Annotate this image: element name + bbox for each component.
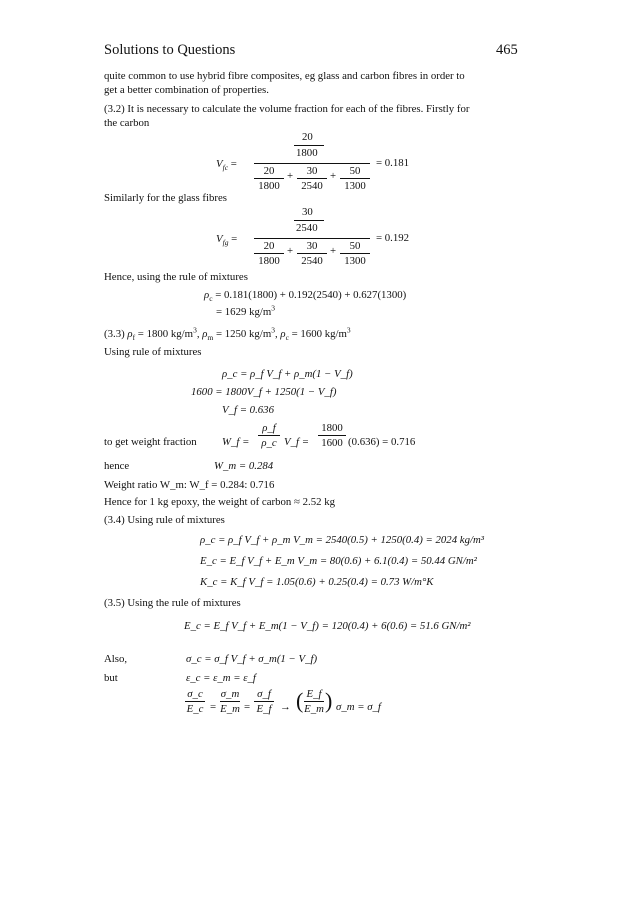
wf-frac-2: 1800 1600: [318, 422, 346, 449]
rho-c-line-2: = 1629 $kg/m^3$: [216, 303, 276, 318]
equals-sign: =: [210, 701, 217, 713]
weight-ratio-line: Weight ratio W_m: W_f = 0.284: 0.716: [104, 479, 275, 491]
hence-line: Hence, using the rule of mixtures: [104, 271, 248, 283]
vfg-den-frac-1: 20 1800: [254, 240, 284, 267]
vfg-den-frac-3: 50 1300: [340, 240, 370, 267]
wf-result: (0.636) = 0.716: [348, 436, 416, 448]
paren-right: ): [325, 688, 333, 713]
weight-fraction-label: to get weight fraction: [104, 436, 197, 448]
vfc-top-num: 20: [302, 131, 313, 143]
q32-line-1: (3.2) It is necessary to calculate the volume fraction for each of the fibres. Firstly for: [104, 103, 470, 115]
q33-line-1: (3.3) $\rho_f = 1800$ $kg/m^3$, $\rho_m = 1250$ $kg/m^3$, $\rho_c = 1600$ $kg/m^3$: [104, 325, 351, 343]
page-number: 465: [496, 42, 518, 58]
plus-sign: +: [330, 170, 337, 182]
vfg-main-bar: [254, 238, 370, 239]
vfg-top-den: 2540: [296, 222, 318, 234]
vfc-top-den: 1800: [296, 147, 318, 159]
q34-eq-3: K_c = K_f V_f = 1.05(0.6) + 0.25(0.4) = 0.73 W/m°K: [200, 576, 434, 588]
vfg-lhs: $V_{fg}$ =: [216, 233, 238, 248]
but-label: but: [104, 672, 118, 684]
sigma-f-over-e-f: σ_f E_f: [254, 688, 274, 715]
sigma-m-over-e-m: σ_m E_m: [220, 688, 240, 715]
plus-sign: +: [287, 245, 294, 257]
q34-eq-2: E_c = E_f V_f + E_m V_m = 80(0.6) + 6.1(0.4) = 50.44 GN/m²: [200, 555, 477, 567]
q35-eq-3: ε_c = ε_m = ε_f: [186, 672, 256, 684]
equals-sign: =: [244, 701, 251, 713]
q35-eq-1: E_c = E_f V_f + E_m(1 − V_f) = 120(0.4) + 6(0.6) = 51.6 GN/m²: [184, 620, 471, 632]
similarly-line: Similarly for the glass fibres: [104, 192, 227, 204]
plus-sign: +: [330, 245, 337, 257]
vfc-den-frac-3: 50 1300: [340, 165, 370, 192]
q35-tail: σ_m = σ_f: [336, 701, 381, 713]
vfg-result: = 0.192: [376, 232, 410, 244]
q35-eq-2: σ_c = σ_f V_f + σ_m(1 − V_f): [186, 653, 318, 665]
q33-using: Using rule of mixtures: [104, 346, 202, 358]
vfc-top-bar: [294, 145, 324, 146]
q34-eq-1: ρ_c = ρ_f V_f + ρ_m V_m = 2540(0.5) + 1250(0.4) = 2024 kg/m³: [200, 534, 485, 546]
running-header-title: Solutions to Questions: [104, 42, 236, 58]
vfg-top-bar: [294, 220, 324, 221]
q33-eq-2: 1600 = 1800V_f + 1250(1 − V_f): [191, 386, 337, 398]
rho-c-line-1: $\rho_c = 0.181(1800) + 0.192(2540) + 0.627(1300)$: [204, 289, 407, 304]
plus-sign: +: [287, 170, 294, 182]
vfc-den-frac-1: 20 1800: [254, 165, 284, 192]
q33-eq-1: ρ_c = ρ_f V_f + ρ_m(1 − V_f): [222, 368, 353, 380]
wf-frac-1: ρ_f ρ_c: [258, 422, 280, 449]
intro-line-1: quite common to use hybrid fibre composites, eg glass and carbon fibres in order to: [104, 70, 465, 82]
intro-line-2: get a better combination of properties.: [104, 84, 269, 96]
hence-label: hence: [104, 460, 130, 472]
wm-line: W_m = 0.284: [214, 460, 274, 472]
vfg-den-frac-2: 30 2540: [297, 240, 327, 267]
vfg-top-num: 30: [302, 206, 313, 218]
q34-line-1: (3.4) Using rule of mixtures: [104, 514, 225, 526]
carbon-weight-line: Hence for 1 kg epoxy, the weight of carbon ≈ 2.52 kg: [104, 496, 335, 508]
vfc-main-bar: [254, 163, 370, 164]
paren-left: (: [296, 688, 304, 713]
sigma-c-over-e-c: σ_c E_c: [186, 688, 204, 715]
arrow: →: [280, 701, 291, 713]
wf-lhs: W_f =: [222, 436, 250, 448]
q35-line-1: (3.5) Using the rule of mixtures: [104, 597, 241, 609]
also-label: Also,: [104, 653, 128, 665]
wf-mid: V_f =: [284, 436, 309, 448]
vfc-den-frac-2: 30 2540: [297, 165, 327, 192]
q32-line-2: the carbon: [104, 117, 150, 129]
vfc-result: = 0.181: [376, 157, 410, 169]
q33-eq-3: V_f = 0.636: [222, 404, 274, 416]
vfc-lhs: $V_{fc}$ =: [216, 158, 237, 173]
e-f-over-e-m: E_f E_m: [304, 688, 324, 715]
